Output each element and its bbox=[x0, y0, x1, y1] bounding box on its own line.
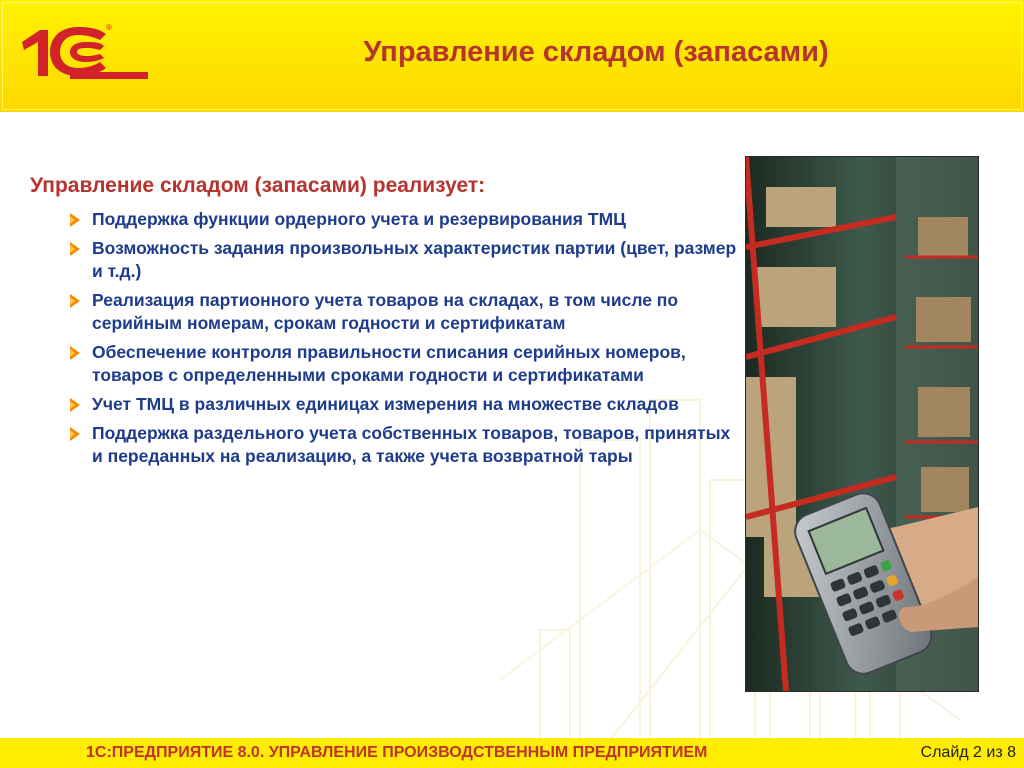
arrow-bullet-icon bbox=[70, 346, 80, 360]
list-item bbox=[68, 393, 740, 416]
arrow-bullet-icon bbox=[70, 242, 80, 256]
footer-bar bbox=[0, 738, 1024, 768]
list-item-text: Поддержка функции ордерного учета и резервирования ТМЦ bbox=[92, 209, 626, 229]
arrow-bullet-icon bbox=[70, 398, 80, 412]
list-item-text: Обеспечение контроля правильности списания серийных номеров, товаров с определенными сроками годности и сертификатами bbox=[92, 342, 686, 385]
page-title: Управление складом (запасами) bbox=[363, 36, 829, 68]
list-item bbox=[68, 208, 740, 231]
arrow-bullet-icon bbox=[70, 213, 80, 227]
list-item bbox=[68, 341, 740, 387]
1c-logo bbox=[14, 18, 154, 88]
feature-list bbox=[30, 208, 740, 468]
svg-text:®: ® bbox=[106, 23, 112, 32]
arrow-bullet-icon bbox=[70, 294, 80, 308]
list-item bbox=[68, 422, 740, 468]
warehouse-scanner-photo bbox=[745, 156, 979, 692]
intro-heading: Управление складом (запасами) реализует: bbox=[30, 174, 486, 197]
list-item-text: Реализация партионного учета товаров на складах, в том числе по серийным номерам, срокам годности и сертификатам bbox=[92, 290, 679, 333]
header-bar bbox=[0, 0, 1024, 112]
list-item bbox=[68, 289, 740, 335]
list-item-text: Возможность задания произвольных характеристик партии (цвет, размер и т.д.) bbox=[92, 238, 737, 281]
list-item-text: Учет ТМЦ в различных единицах измерения на множестве складов bbox=[92, 394, 679, 414]
list-item bbox=[68, 237, 740, 283]
slide-number: Слайд 2 из 8 bbox=[920, 744, 1016, 761]
arrow-bullet-icon bbox=[70, 427, 80, 441]
list-item-text: Поддержка раздельного учета собственных товаров, товаров, принятых и переданных на реализацию, а также учета возвратной тары bbox=[92, 423, 731, 466]
footer-product-name: 1С:ПРЕДПРИЯТИЕ 8.0. УПРАВЛЕНИЕ ПРОИЗВОДСТВЕННЫМ ПРЕДПРИЯТИЕМ bbox=[86, 744, 708, 761]
content-area bbox=[30, 174, 740, 474]
